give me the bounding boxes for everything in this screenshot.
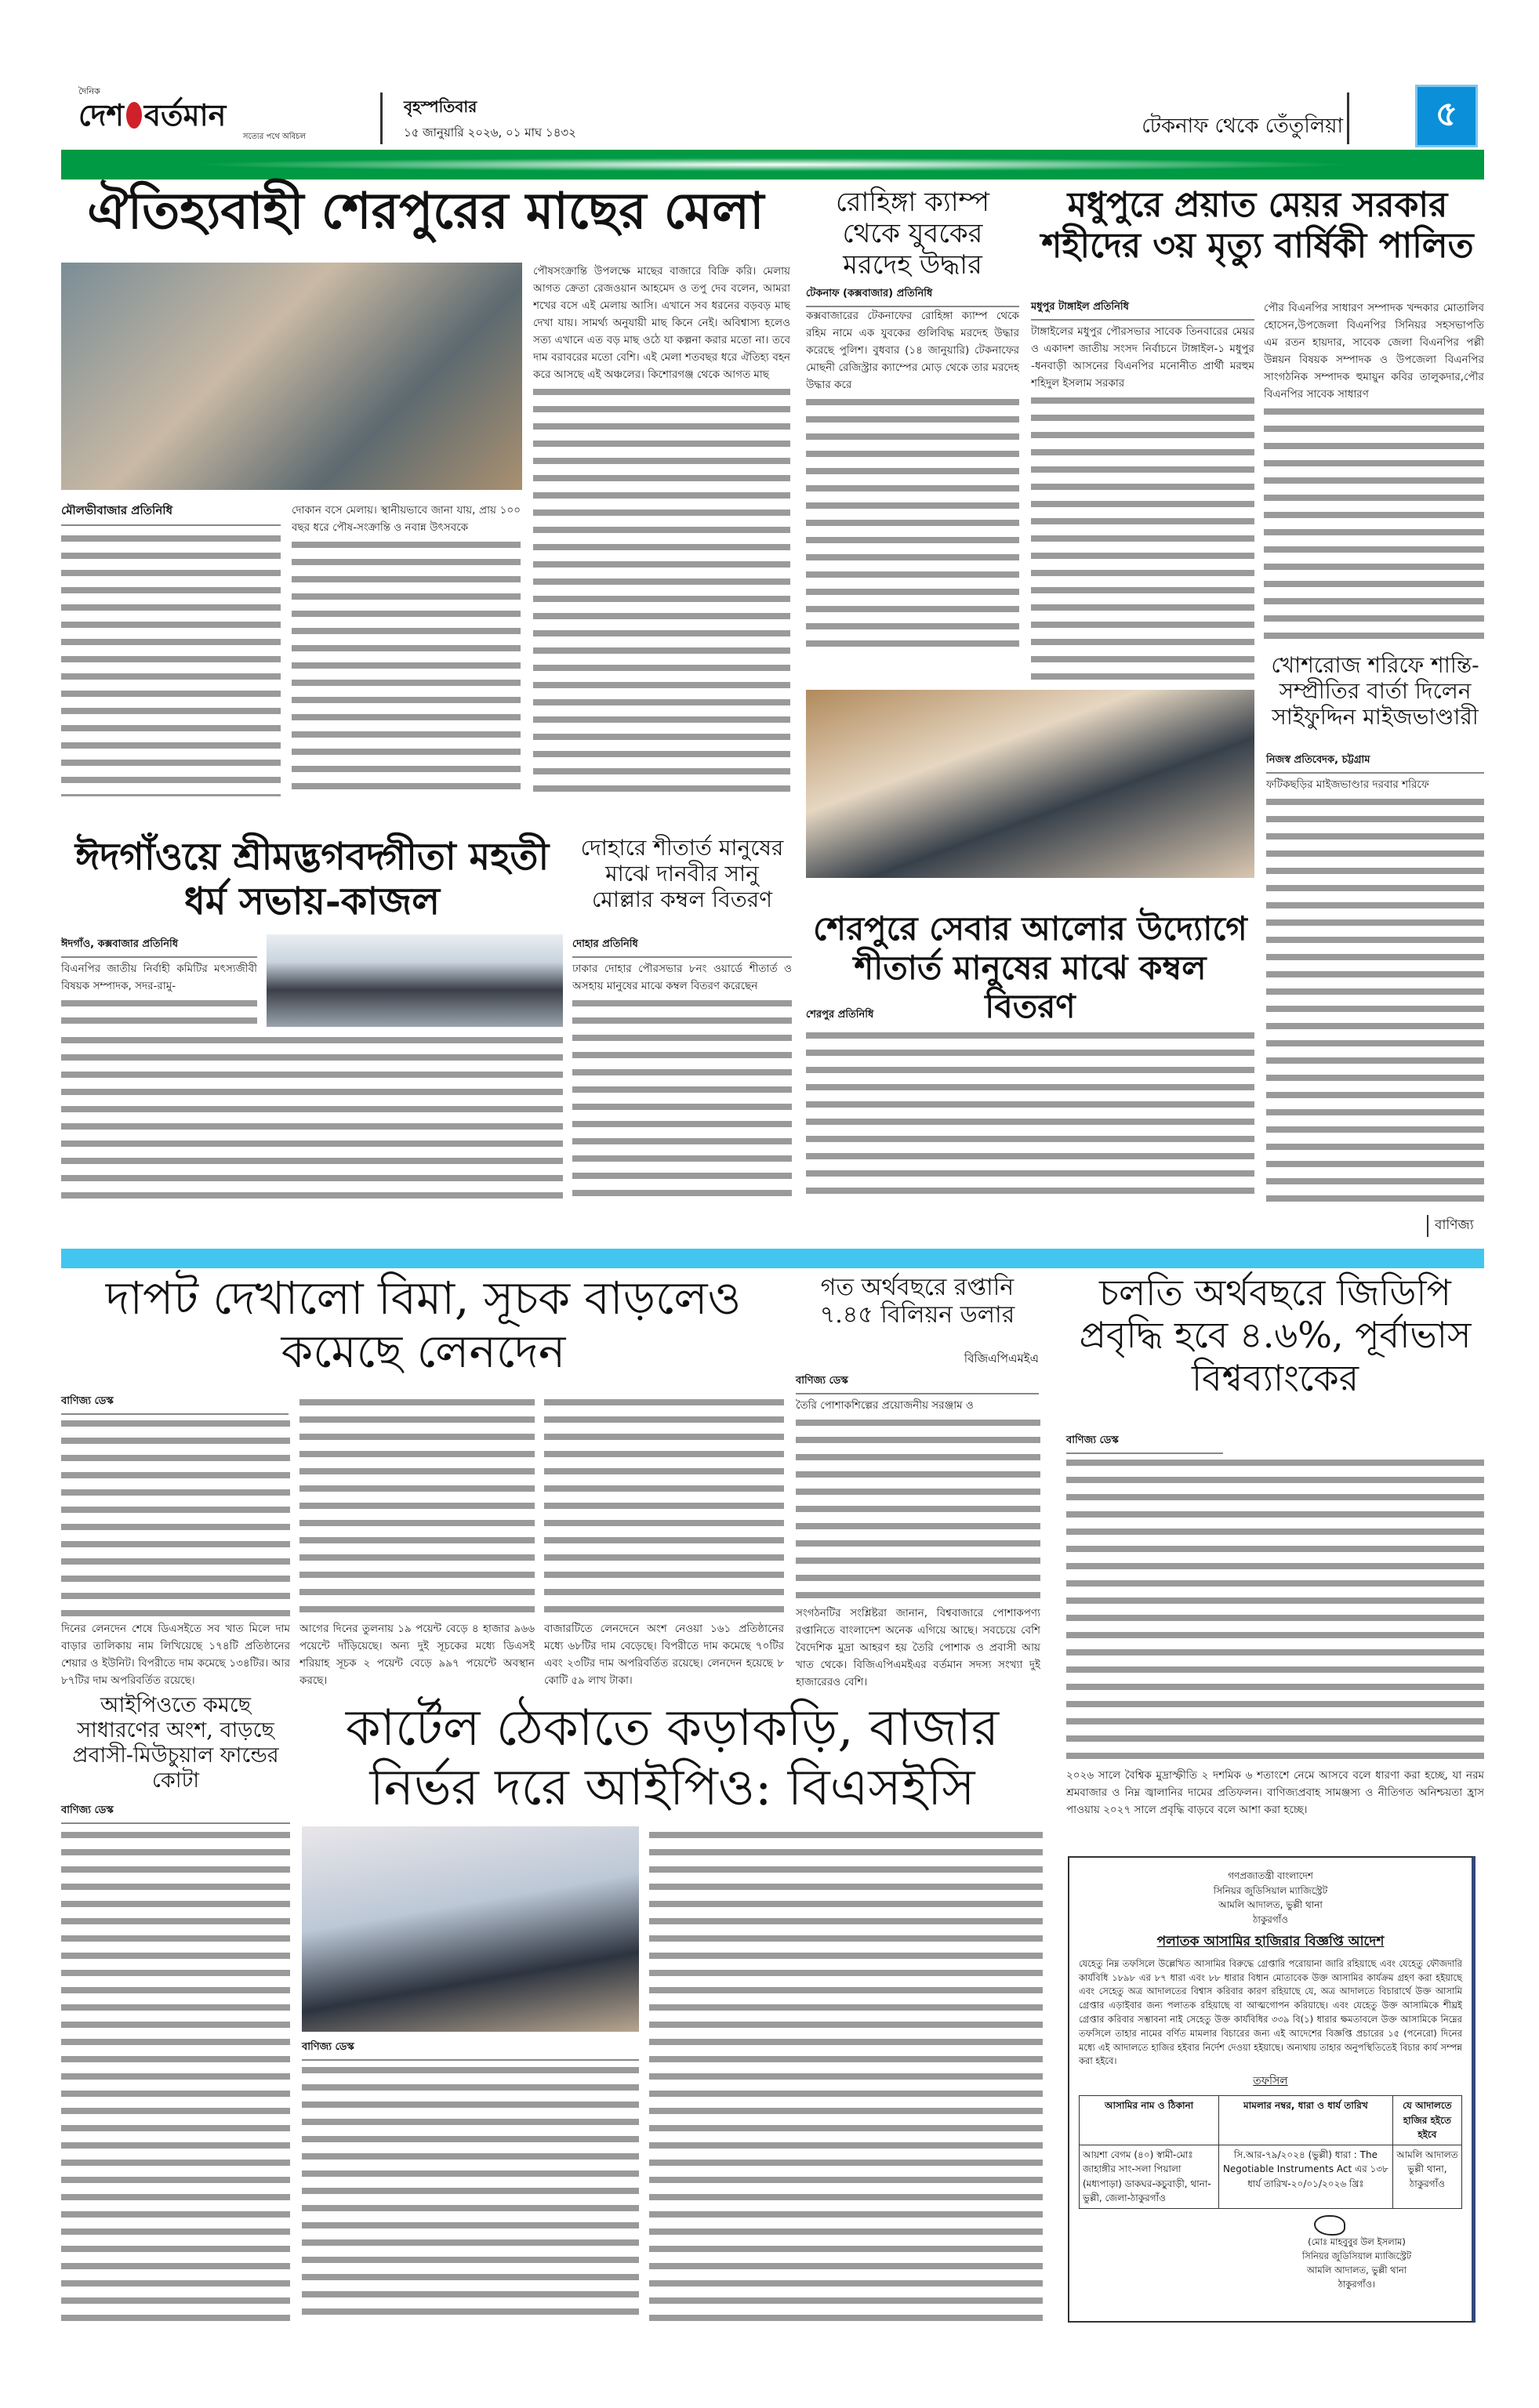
insurance-text-col3 <box>544 1394 784 1689</box>
headline-export[interactable]: গত অর্থবছরে রপ্তানি ৭.৪৫ বিলিয়ন ডলার <box>819 1274 1015 1329</box>
insurance-text-col2 <box>299 1394 535 1689</box>
headline-idgaon[interactable]: ঈদগাঁওয়ে শ্রীমদ্ভগবদ্গীতা মহতী ধর্ম সভায়-কাজল <box>74 835 550 923</box>
rohingya-text <box>806 307 1019 652</box>
sherpur-text <box>806 1027 1254 1203</box>
logo-emblem-icon <box>126 102 142 129</box>
issue-day: বৃহস্পতিবার <box>404 97 477 116</box>
madhupur-text-col2 <box>1264 299 1484 644</box>
signatory-line: সিনিয়র জুডিসিয়াল ম্যাজিস্ট্রেট <box>1301 2250 1412 2261</box>
fish-photo <box>61 263 522 490</box>
fish-text-col3 <box>533 263 790 796</box>
dohar-text <box>572 960 792 1203</box>
madhupur-text-col1 <box>1031 323 1254 684</box>
fish-text-col2 <box>292 502 521 796</box>
cartel-photo <box>302 1826 639 2032</box>
page-number <box>1415 85 1478 147</box>
notice-signatory <box>1251 2236 1462 2291</box>
headline-gdp[interactable]: চলতি অর্থবছরে জিডিপি প্রবৃদ্ধি হবে ৪.৬%, পূর্বাভাস বিশ্বব্যাংকের <box>1079 1271 1472 1399</box>
headline-insurance[interactable]: দাপট দেখালো বিমা, সূচক বাড়লেও কমেছে লেনদেন <box>105 1271 742 1379</box>
meeting-photo <box>806 690 1254 878</box>
headline-rohingya[interactable]: রোহিঙ্গা ক্যাম্প থেকে যুবকের মরদেহ উদ্ধার <box>835 187 990 281</box>
signature-mark-icon <box>1314 2215 1345 2236</box>
byline-dohar: দোহার প্রতিনিধি <box>572 937 792 958</box>
byline-gdp: বাণিজ্য ডেস্ক <box>1066 1433 1223 1454</box>
notice-header-line: আমলি আদালত, ভুল্লী থানা <box>1218 1899 1323 1911</box>
schedule-header-cell: যে আদালতে হাজির হইতে হইবে <box>1392 2095 1461 2145</box>
schedule-header-cell: মামলার নম্বর, ধারা ও ধার্য তারিখ <box>1219 2095 1393 2145</box>
logo-name-part2: বর্তমান <box>143 97 227 132</box>
notice-header-line: গণপ্রজাতন্ত্রী বাংলাদেশ <box>1228 1870 1313 1881</box>
gdp-text <box>1066 1454 1484 1819</box>
madhupur-col2-text: পৌর বিএনপির সাধারণ সম্পাদক খন্দকার মোতালিব হোসেন,উপজেলা বিএনপির সিনিয়র সহসভাপতি এম রতন হায়দার, সাবেক জেলা বিএনপির পল্লী উন্নয়ন বিষয়ক সম্পাদক ও উপজেলা বিএনপির সাংগঠনিক সম্পাদক হুমায়ুন কবির তালুকদার,পৌর বিএনপির সাবেক সাধারণ <box>1264 299 1484 403</box>
idgaon-text-body: বিএনপির জাতীয় নির্বাহী কমিটির মৎস্যজীবী বিষয়ক সম্পাদক, সদর-রামু- <box>61 960 257 995</box>
byline-export: বাণিজ্য ডেস্ক <box>796 1373 1039 1394</box>
schedule-title: তফসিল <box>1253 2075 1288 2088</box>
byline-rohingya: টেকনাফ (কক্সবাজার) প্রতিনিধি <box>806 286 1019 307</box>
page-section-title: টেকনাফ থেকে তেঁতুলিয়া <box>1142 114 1343 138</box>
green-banner <box>61 150 1484 180</box>
headline-ipo[interactable]: আইপিওতে কমছে সাধারণের অংশ, বাড়ছে প্রবাসী-মিউচুয়াল ফান্ডের কোটা <box>72 1693 279 1793</box>
dohar-text-body: ঢাকার দোহার পৌরসভার ৮নং ওয়ার্ডে শীতার্ত ও অসহায় মানুষের মাঝে কম্বল বিতরণ করেছেন <box>572 960 792 995</box>
idgaon-photo <box>267 934 563 1027</box>
headline-madhupur[interactable]: মধুপুরে প্রয়াত মেয়র সরকার শহীদের ৩য় মৃত্যু বার্ষিকী পালিত <box>1041 185 1474 266</box>
byline-insurance: বাণিজ্য ডেস্ক <box>61 1394 289 1415</box>
export-source: বিজিএপিএমইএ <box>964 1351 1039 1365</box>
export-text-start: তৈরি পোশাকশিল্পের প্রয়োজনীয় সরঞ্জাম ও <box>796 1397 1040 1414</box>
logo-tagline: সত্যের পথে অবিচল <box>242 132 306 141</box>
court-notice <box>1068 1856 1475 2323</box>
masthead-logo <box>78 85 306 147</box>
madhupur-col1-text: টাঙ্গাইলের মধুপুর পৌরসভার সাবেক তিনবারের মেয়র ও একাদশ জাতীয় সংসদ নির্বাচনে টাঙ্গাইল-১ মধুপুর -ধনবাড়ী আসনের বিএনপির মনোনীত প্রার্থী মরহুম শহিদুল ইসলাম সরকার <box>1031 323 1254 392</box>
khoshroj-text <box>1266 776 1484 1203</box>
signatory-line: ঠাকুরগাঁও। <box>1338 2278 1376 2290</box>
logo-name-part1: দেশ <box>78 97 124 132</box>
insurance-col3-text: বাজারটিতে লেনদেনে অংশ নেওয়া ১৬১ প্রতিষ্ঠানের মধ্যে ৬৮টির দাম বেড়েছে। বিপরীতে দাম কমেছে ৭০টির এবং ২৩টির দাম অপরিবর্তিত রয়েছে। লেনদেন হয়েছে ৮ কোটি ৫৯ লাখ টাকা। <box>544 1620 784 1689</box>
headline-cartel[interactable]: কার্টেল ঠেকাতে কড়াকড়ি, বাজার নির্ভর দরে আইপিও: বিএসইসি <box>345 1699 1000 1817</box>
notice-body: যেহেতু নিম্ন তফসিলে উল্লেখিত আসামির বিরুদ্ধে গ্রেপ্তারি পরোয়ানা জারি রহিয়াছে এবং যেহেতু ফৌজদারি কার্যবিধি ১৮৯৮ এর ৮৭ ধারা এবং ৮৮ ধারার বিধান মোতাবেক উক্ত আসামির কার্যক্রম গ্রহণ করা হইয়াছে এবং সেহেতু অত্র আদালতের বিশ্বাস করিবার কারণ রহিয়াছে যে, অত্র আদালতে বিচারার্থে উক্ত আসামি গ্রেপ্তার এড়াইবার জন্য পলাতক রহিয়াছে বা আত্মগোপন করিয়াছে। এবং যেহেতু উক্ত আসামিকে শীঘ্রই গ্রেপ্তার করিবার সম্ভাবনা নাই সেহেতু উক্ত কার্যবিধির ৩৩৯ বি(১) ধারার ক্ষমতাবলে উক্ত আসামিকে নিম্নের তফসিলে তাহার নামের বর্ণিত মামলার বিচারের জন্য এই আদেশের বিজ্ঞপ্তি প্রচারের ১৫ (পনেরো) দিনের মধ্যে এই আদালতে হাজির হইবার নির্দেশ দেওয়া হইয়াছে। অন্যথায় তাহার অনুপস্থিতিতেই বিচার কার্য সম্পন্ন করা হইবে। <box>1079 1957 1462 2067</box>
fish-col2-text: দোকান বসে মেলায়। স্থানীয়ভাবে জানা যায়, প্রায় ১০০ বছর ধরে পৌষ-সংক্রান্তি ও নবান্ন উৎসবকে <box>292 502 521 536</box>
signatory-line: আমলি আদালত, ভুল্লী থানা <box>1306 2264 1407 2276</box>
blue-banner <box>61 1249 1484 1268</box>
byline-khoshroj: নিজস্ব প্রতিবেদক, চট্টগ্রাম <box>1266 752 1484 774</box>
insurance-col1-text: দিনের লেনদেন শেষে ডিএসইতে সব খাত মিলে দাম বাড়ার তালিকায় নাম লিখিয়েছে ১৭৪টি প্রতিষ্ঠানের শেয়ার ও ইউনিট। বিপরীতে দাম কমেছে ১৩৪টির। আর ৮৭টির দাম অপরিবর্তিত রয়েছে। <box>61 1620 290 1689</box>
ipo-text <box>61 1826 290 2324</box>
idgaon-text-wide <box>61 1032 563 1204</box>
rohingya-text-body: কক্সবাজারের টেকনাফের রোহিঙ্গা ক্যাম্প থেকে রহিম নামে এক যুবকের গুলিবিদ্ধ মরদেহ উদ্ধার করেছে পুলিশ। বুধবার (১৪ জানুয়ারি) টেকনাফের মোছনী রেজিস্ট্রার ক্যাম্পের মোড় থেকে তার মরদেহ উদ্ধার করে <box>806 307 1019 393</box>
issue-date: ১৫ জানুয়ারি ২০২৬, ০১ মাঘ ১৪৩২ <box>404 125 576 140</box>
section-label: বাণিজ্য <box>1427 1215 1474 1237</box>
byline-cartel: বাণিজ্য ডেস্ক <box>302 2040 639 2061</box>
schedule-cell: আয়শা বেগম (৪০) স্বামী-মোঃ জাহাঙ্গীর সাং-সলা পিয়ালা (মধ্যপাড়া) ডাকঘর-কচুবাড়ী, থানা-ভুল্লী, জেলা-ঠাকুরগাঁও <box>1080 2145 1219 2208</box>
headline-khoshroj[interactable]: খোশরোজ শরিফে শান্তি-সম্প্রীতির বার্তা দিলেন সাইফুদ্দিন মাইজভাণ্ডারী <box>1271 652 1479 731</box>
gdp-text-end: ২০২৬ সালে বৈশ্বিক মুদ্রাস্ফীতি ২ দশমিক ৬ শতাংশে নেমে আসবে বলে ধারণা করা হচ্ছে, যা নরম শ্রমবাজার ও নিম্ন জ্বালানির দামের প্রতিফলন। বাণিজ্যপ্রবাহ সামঞ্জস্য ও নীতিগত অনিশ্চয়তা হ্রাস পাওয়ায় ২০২৭ সালে প্রবৃদ্ধি বাড়বে বলে আশা করা হচ্ছে। <box>1066 1767 1484 1819</box>
export-text-end: সংগঠনটির সংশ্লিষ্টরা জানান, বিশ্ববাজারে পোশাকপণ্য রপ্তানিতে বাংলাদেশ অনেক এগিয়ে আছে। সবচেয়ে বেশি বৈদেশিক মুদ্রা আহরণ হয় তৈরি পোশাক ও প্রবাসী আয় খাত থেকে। বিজিএপিএমইএর বর্তমান সদস্য সংখ্যা দুই হাজারেরও বেশি। <box>796 1605 1040 1691</box>
schedule-table <box>1079 2095 1462 2209</box>
idgaon-text-col1 <box>61 960 257 1027</box>
byline-fish: মৌলভীবাজার প্রতিনিধি <box>61 502 281 526</box>
byline-idgaon: ঈদগাঁও, কক্সবাজার প্রতিনিধি <box>61 937 257 958</box>
headline-sherpur[interactable]: শেরপুরে সেবার আলোর উদ্যোগে শীতার্ত মানুষের মাঝে কম্বল বিতরণ <box>813 909 1247 1026</box>
headline-dohar[interactable]: দোহারে শীতার্ত মানুষের মাঝে দানবীর সানু মোল্লার কম্বল বিতরণ <box>580 835 784 913</box>
fish-col3-text: পৌষসংক্রান্তি উপলক্ষে মাছের বাজারে বিক্রি করি। মেলায় আগত ক্রেতা রেজওয়ান আহমেদ ও তপু দেব বলেন, আমরা শখের বসে এই মেলায় আসি। এখানে সব ধরনের বড়বড় মাছ দেখা যায়। সামর্থ্য অনুযায়ী মাছ কিনে নেই। অবিশ্বাস্য হলেও সত্য এখানে এত বড় মাছ ওঠে যা কল্পনা করার মতো না। তবে দাম বরাবরের মতো বেশি। এই মেলা শতবছর ধরে ঐতিহ্য বহন করে আসছে এই অঞ্চলের। কিশোরগঞ্জ থেকে আগত মাছ <box>533 263 790 383</box>
khoshroj-text-body: ফটিকছড়ির মাইজভাণ্ডার দরবার শরিফে <box>1266 776 1484 793</box>
notice-title: পলাতক আসামির হাজিরার বিজ্ঞপ্তি আদেশ <box>1156 1934 1385 1950</box>
insurance-text-col1 <box>61 1415 290 1689</box>
headline-fish-fair[interactable]: ঐতিহ্যবাহী শেরপুরের মাছের মেলা <box>87 182 764 241</box>
schedule-header-cell: আসামির নাম ও ঠিকানা <box>1080 2095 1219 2145</box>
notice-header-line: সিনিয়র জুডিসিয়াল ম্যাজিস্ট্রেট <box>1213 1884 1328 1896</box>
notice-header-line: ঠাকুরগাঁও <box>1252 1913 1289 1925</box>
export-text <box>796 1397 1040 1691</box>
schedule-cell: আমলি আদালত ভুল্লী থানা, ঠাকুরগাঁও <box>1392 2145 1461 2208</box>
page-number-text: ৫ <box>1435 93 1458 134</box>
byline-madhupur: মধুপুর টাঙ্গাইল প্রতিনিধি <box>1031 299 1254 321</box>
signatory-line: (মোঃ মাহবুবুর উল ইসলাম) <box>1308 2236 1406 2248</box>
insurance-col2-text: আগের দিনের তুলনায় ১৯ পয়েন্ট বেড়ে ৪ হাজার ৯৬৬ পয়েন্টে দাঁড়িয়েছে। অন্য দুই সূচকের মধ্যে ডিএসই শরিয়াহ সূচক ২ পয়েন্ট বেড়ে ৯৯৭ পয়েন্টে অবস্থান করছে। <box>299 1620 535 1689</box>
cartel-text-col2 <box>649 1826 1043 2324</box>
byline-ipo: বাণিজ্য ডেস্ক <box>61 1803 290 1824</box>
schedule-cell: সি.আর-৭৯/২০২৪ (ভুল্লী) ধারা : The Negotiable Instruments Act এর ১৩৮ ধার্য তারিখ-২০/০১/২০২৬ খ্রিঃ <box>1219 2145 1393 2208</box>
section-divider <box>1347 92 1349 144</box>
fish-text-col1 <box>61 530 281 796</box>
byline-sherpur: শেরপুর প্রতিনিধি <box>806 1007 1254 1028</box>
masthead-divider <box>380 92 383 144</box>
notice-header <box>1079 1869 1462 1927</box>
logo-prefix: দৈনিক <box>78 86 100 96</box>
cartel-text-col1 <box>302 2062 639 2324</box>
